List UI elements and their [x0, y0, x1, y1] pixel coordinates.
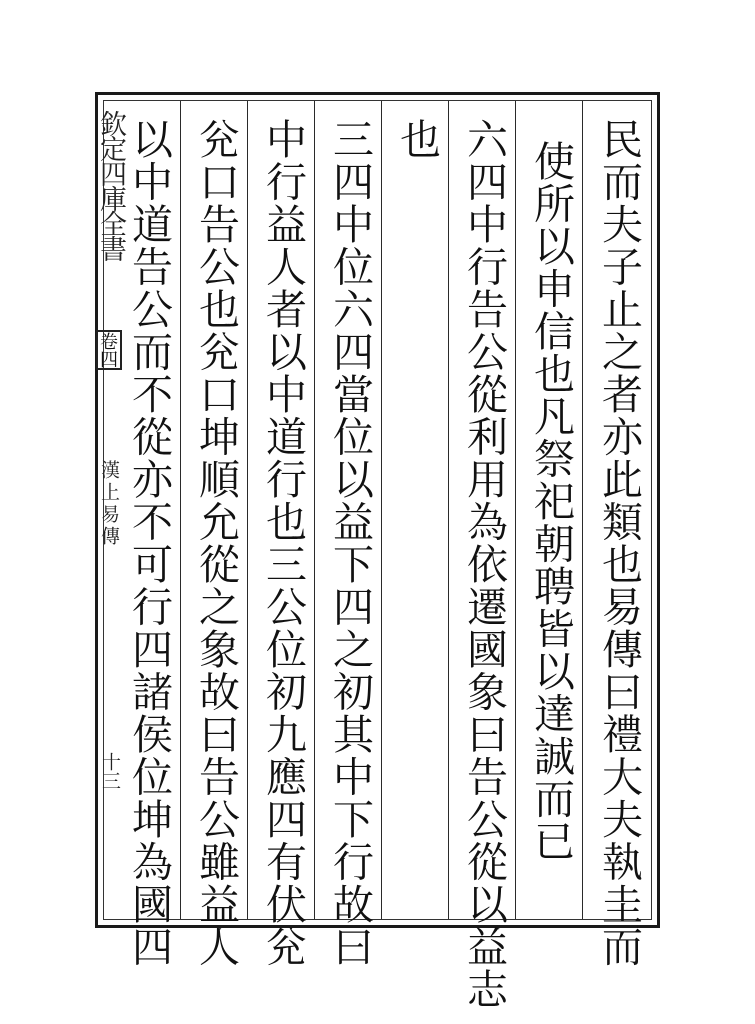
- page-number: 十三: [99, 752, 121, 790]
- column-rule: [180, 101, 181, 919]
- column-rule: [381, 101, 382, 919]
- book-title: 欽定四庫全書: [95, 110, 126, 260]
- text-column-5: 三四中位六四當位以益下四之初其中下行故曰: [326, 118, 374, 968]
- column-rule: [582, 101, 583, 919]
- column-rule: [247, 101, 248, 919]
- text-column-1: 民而夫子止之者亦此類也易傳曰禮大夫執圭而: [595, 118, 643, 968]
- work-title: 漢上易傳: [98, 460, 120, 548]
- text-column-4: 也: [393, 118, 441, 161]
- text-column-7: 兊口告公也兊口坤順允從之象故曰告公雖益人: [192, 118, 240, 968]
- text-column-3: 六四中行告公從利用為依遷國象曰告公從以益志: [460, 118, 508, 1011]
- text-column-6: 中行益人者以中道行也三公位初九應四有伏兊: [259, 118, 307, 968]
- column-rule: [448, 101, 449, 919]
- text-column-8: 以中道告公而不從亦不可行四諸侯位坤為國四: [125, 118, 173, 968]
- text-column-2: 使所以申信也凡祭祀朝聘皆以達誠而已: [527, 140, 575, 863]
- volume-label: 卷四: [96, 330, 122, 370]
- column-rule: [515, 101, 516, 919]
- column-rule: [314, 101, 315, 919]
